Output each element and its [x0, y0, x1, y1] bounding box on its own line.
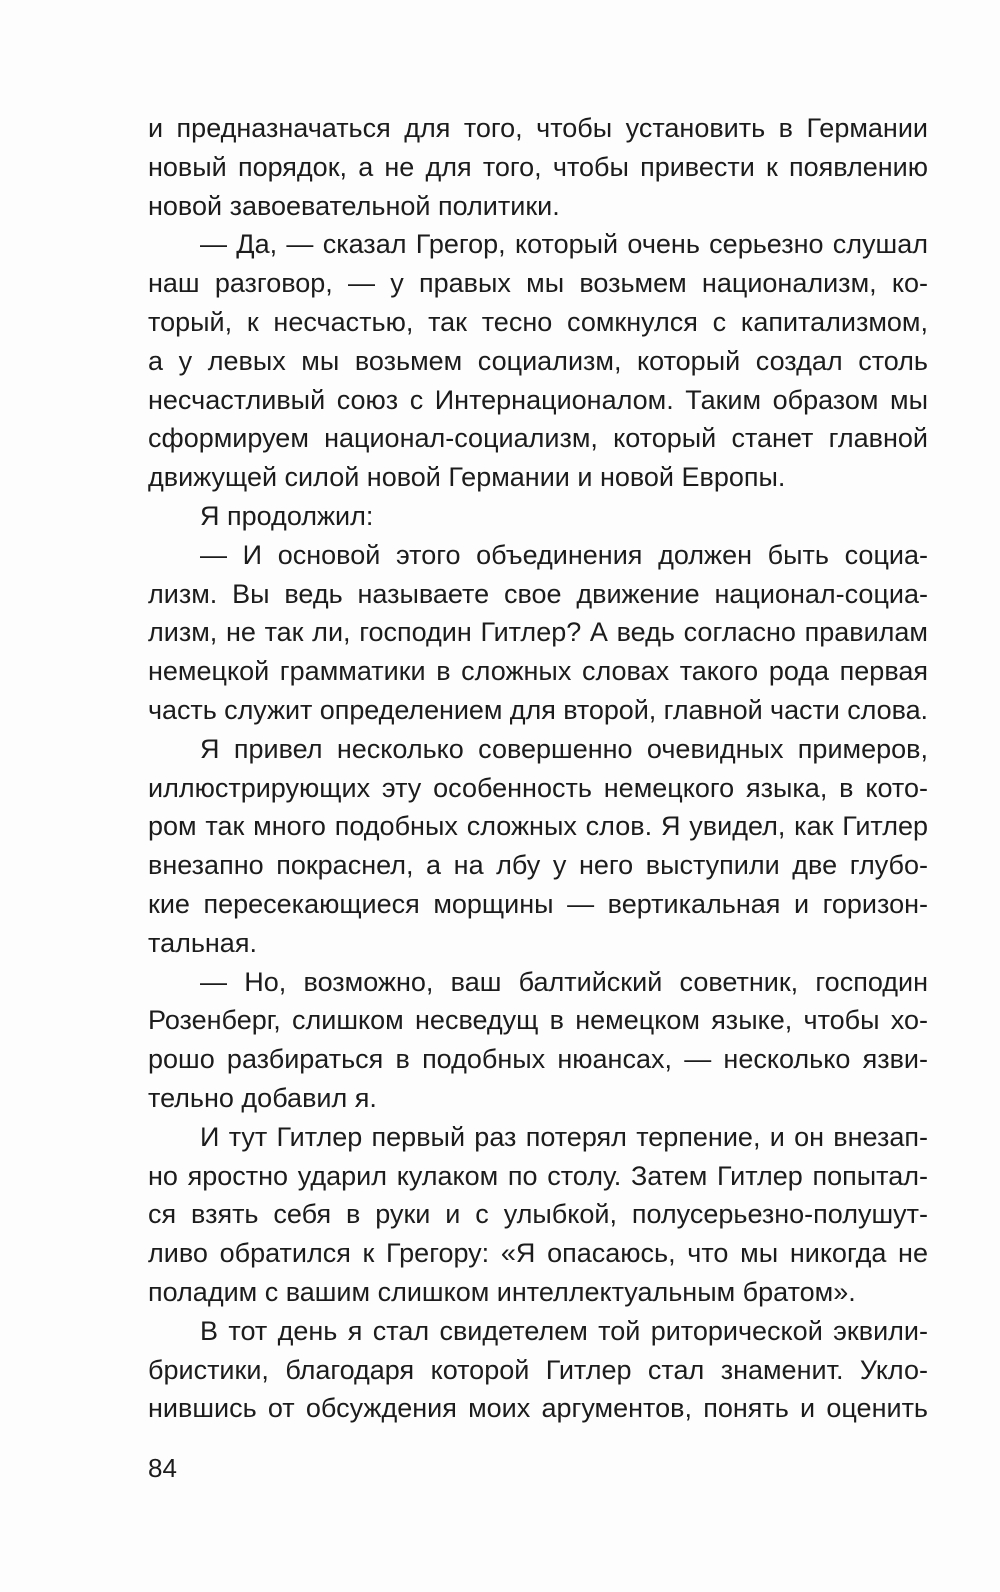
text-line: Розенберг, слишком несведущ в немецком языке, чтобы хо-: [148, 1005, 928, 1036]
text-line: тальная.: [148, 927, 257, 958]
text-line: ливо обратился к Грегору: «Я опасаюсь, что мы никогда не: [148, 1238, 928, 1269]
text-line: наш разговор, — у правых мы возьмем национализм, ко-: [148, 268, 928, 299]
text-line: несчастливый союз с Интернационалом. Таким образом мы: [148, 384, 928, 415]
body-text: [148, 109, 928, 1428]
text-line: — Но, возможно, ваш балтийский советник, господин: [200, 966, 928, 997]
text-line: часть служит определением для второй, главной части слова.: [148, 694, 928, 725]
text-line: кие пересекающиеся морщины — вертикальная и горизон-: [148, 888, 928, 919]
text-line: немецкой грамматики в сложных словах такого рода первая: [148, 656, 928, 687]
text-line: — Да, — сказал Грегор, который очень серьезно слушал: [200, 229, 928, 260]
text-line: движущей силой новой Германии и новой Европы.: [148, 462, 786, 493]
text-line: Я привел несколько совершенно очевидных примеров,: [200, 733, 928, 764]
text-line: лизм, не так ли, господин Гитлер? А ведь согласно правилам: [148, 617, 928, 648]
text-line: И тут Гитлер первый раз потерял терпение, и он внезап-: [200, 1121, 928, 1152]
text-line: — И основой этого объединения должен быть социа-: [200, 539, 928, 570]
text-line: ся взять себя в руки и с улыбкой, полусерьезно-полушут-: [148, 1199, 928, 1230]
text-line: поладим с вашим слишком интеллектуальным братом».: [148, 1276, 856, 1307]
text-line: Я продолжил:: [200, 500, 374, 531]
text-line: В тот день я стал свидетелем той риторической эквили-: [200, 1315, 928, 1346]
text-line: новой завоевательной политики.: [148, 190, 560, 221]
text-line: тельно добавил я.: [148, 1082, 377, 1113]
text-line: ром так много подобных сложных слов. Я увидел, как Гитлер: [148, 811, 928, 842]
text-line: лизм. Вы ведь называете свое движение национал-социа-: [148, 578, 928, 609]
text-line: нившись от обсуждения моих аргументов, понять и оценить: [148, 1393, 928, 1424]
text-line: но яростно ударил кулаком по столу. Затем Гитлер попытал-: [148, 1160, 928, 1191]
text-line: бристики, благодаря которой Гитлер стал знаменит. Укло-: [148, 1354, 928, 1385]
text-line: а у левых мы возьмем социализм, который создал столь: [148, 345, 928, 376]
text-line: рошо разбираться в подобных нюансах, — несколько язви-: [148, 1044, 928, 1075]
text-line: и предназначаться для того, чтобы установить в Германии: [148, 113, 928, 143]
text-line: торый, к несчастью, так тесно сомкнулся с капитализмом,: [148, 306, 928, 337]
text-line: сформируем национал-социализм, который станет главной: [148, 423, 928, 454]
text-line: внезапно покраснел, а на лбу у него выступили две глубо-: [148, 850, 928, 881]
text-line: новый порядок, а не для того, чтобы привести к появлению: [148, 151, 928, 182]
page-number: 84: [148, 1453, 177, 1483]
text-line: иллюстрирующих эту особенность немецкого языка, в кото-: [148, 772, 928, 803]
